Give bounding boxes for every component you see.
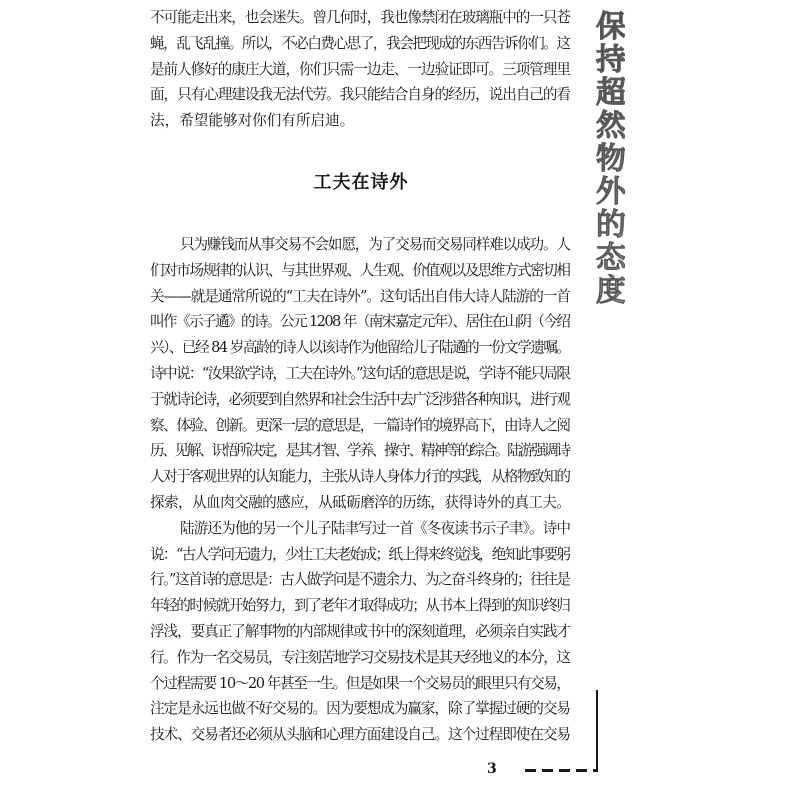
text-line: 面，只有心理建设我无法代劳。我只能结合自身的经历，说出自己的看 — [150, 86, 570, 104]
text-line: 们对市场规律的认识、与其世界观、人生观、价值观以及思维方式密切相 — [150, 261, 570, 279]
text-line: 人对于客观世界的认知能力，主张从诗人身体力行的实践，从格物致知的 — [150, 468, 570, 486]
paragraph — [150, 516, 572, 748]
text-line: 于就诗论诗，必须要到自然界和社会生活中去广泛涉猎各种知识，进行观 — [150, 390, 570, 408]
text-line: 技术、交易者还必须从头脑和心理方面建设自己。这个过程即使在交易 — [150, 726, 570, 744]
text-line: 兴）、已经 84 岁高龄的诗人以该诗作为他留给儿子陆遹的一份文学遗嘱。 — [150, 339, 570, 357]
text-line: 浮浅，要真正了解事物的内部规律或书中的深刻道理，必须亲自实践才 — [150, 622, 570, 640]
text-line: 行。”这首诗的意思是：古人做学问是不遗余力、为之奋斗终身的；往往是 — [150, 571, 570, 589]
text-line: 察、体验、创新。更深一层的意思是，一篇诗作的境界高下，由诗人之阅 — [150, 416, 570, 434]
text-line: 陆游还为他的另一个儿子陆聿写过一首《冬夜读书示子聿》。诗中 — [180, 519, 571, 537]
intro-paragraph — [150, 5, 572, 134]
footer-dashed-rule — [525, 769, 598, 772]
paragraph — [150, 232, 572, 516]
footer-vertical-rule — [596, 690, 598, 772]
section-body — [150, 232, 572, 748]
text-line: 是前人修好的康庄大道，你们只需一边走、一边验证即可。三项管理里 — [150, 60, 570, 78]
text-line: 不可能走出来，也会迷失。曾几何时，我也像禁闭在玻璃瓶中的一只苍 — [150, 9, 570, 26]
text-line: 叫作《示子遹》的诗。公元 1208 年（南宋嘉定元年）、居住在山阴（今绍 — [150, 313, 570, 331]
text-line: 历、见解、识悟所决定，是其才智、学养、操守、精神等的综合。陆游强调诗 — [150, 442, 569, 460]
text-line: 法，希望能够对你们有所启迪。 — [150, 112, 355, 130]
text-line: 个过程需要 10～20 年甚至一生。但是如果一个交易员的眼里只有交易， — [150, 674, 570, 692]
text-line: 关——就是通常所说的“工夫在诗外”。这句话出自伟大诗人陆游的一首 — [150, 287, 570, 305]
section-heading: 工夫在诗外 — [313, 172, 409, 193]
text-line: 说：“古人学问无遗力，少壮工夫老始成；纸上得来终觉浅，绝知此事要躬 — [150, 545, 570, 563]
text-line: 年轻的时候就开始努力，到了老年才取得成功；从书本上得到的知识终归 — [150, 597, 570, 615]
text-line: 诗中说：“汝果欲学诗，工夫在诗外。”这句话的意思是说，学诗不能只局限 — [150, 364, 570, 382]
text-line: 只为赚钱而从事交易不会如愿，为了交易而交易同样难以成功。人 — [180, 236, 570, 253]
text-line: 注定是永远也做不好交易的。因为要想成为赢家，除了掌握过硬的交易 — [150, 700, 570, 718]
chapter-side-title: 保持超然物外的态度 — [590, 10, 625, 307]
text-line: 蝇，乱飞乱撞。所以，不必白费心思了，我会把现成的东西告诉你们。这 — [150, 34, 570, 52]
text-line: 行。作为一名交易员，专注刻苦地学习交易技术是其天经地义的本分，这 — [150, 648, 570, 666]
page-number: 3 — [487, 761, 497, 777]
text-line: 探索，从血肉交融的感应，从砥砺磨淬的历练，获得诗外的真工夫。 — [150, 493, 571, 511]
